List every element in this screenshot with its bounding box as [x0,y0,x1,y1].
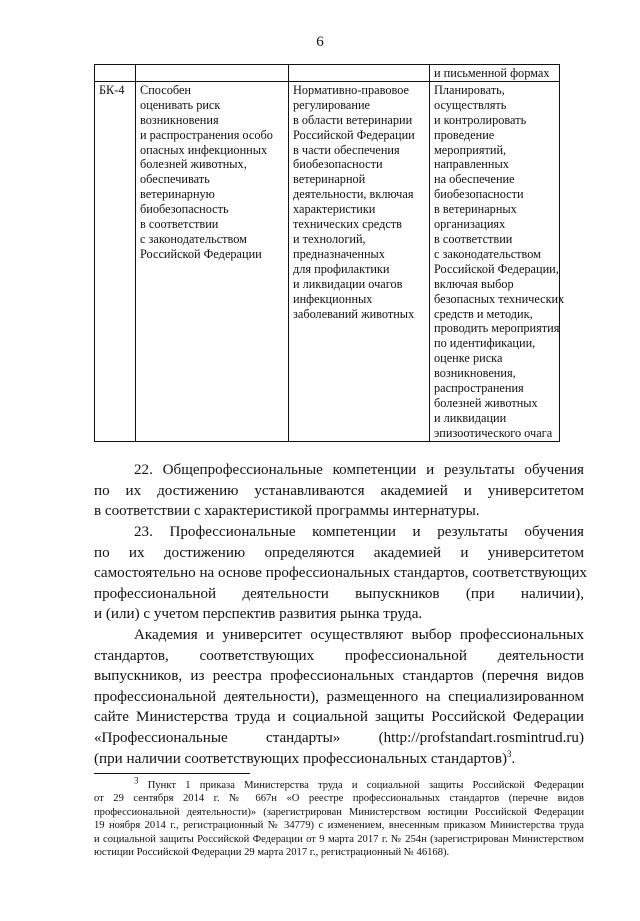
cell-line: Российской Федерации, [434,261,559,276]
cell-line: на обеспечение [434,172,515,187]
cell-line: оценке риска [434,351,503,366]
cell-line: с законодательством [434,246,541,261]
cell-line: ветеринарную [140,187,215,202]
competence-table [94,64,565,442]
table-cell-empty [95,65,136,82]
footnote-line: 19 ноября 2014 г., регистрационный № 34779) с изменением, внесенным приказом Министерства труда [94,820,584,832]
page-number: 6 [316,34,324,50]
cell-line: эпизоотического очага [434,425,553,440]
paragraph-line: «Профессиональные стандарты» (http://profstandart.rosmintrud.ru) [94,729,584,746]
cell-line: Планировать, [434,82,505,97]
footnote-reference[interactable]: 3 [507,748,512,759]
paragraph-22 [94,460,584,522]
paragraph-line: профессиональной деятельности), размещенного на специализированном [94,688,584,705]
paragraph-line: и (или) с учетом перспектив развития рынка труда. [94,606,423,623]
cell-line: направленных [434,157,509,172]
cell-line: болезней животных [434,395,538,410]
cell-line: инфекционных [293,291,373,306]
paragraph-line: профессиональной деятельности выпускников (при наличии), [94,585,584,602]
cell-line: распространения [434,381,524,396]
footnote-line: и социальной защиты Российской Федерации от 9 марта 2017 г. № 254н (зарегистрирован Министерством [94,833,584,845]
competence-description-cell [136,81,289,441]
cell-line: осуществлять [434,97,507,112]
paragraph-line: стандартов, соответствующих профессиональной деятельности [94,647,584,664]
cell-line: включая выбор [434,276,514,291]
paragraph-line: сайте Министерства труда и социальной защиты Российской Федерации [94,709,584,726]
footnote-line: от 29 сентября 2014 г. № 667н «О реестре профессиональных стандартов (перечне видов [94,793,584,805]
regulatory-basis-cell [289,81,430,441]
cell-line: возникновения [140,112,219,127]
cell-line: с законодательством [140,231,247,246]
cell-line: безопасных технических [434,291,565,306]
footnote-marker: 3 [134,775,139,786]
cell-line: и технологий, [293,231,366,246]
paragraph-line: самостоятельно на основе профессиональных стандартов, соответствующих [94,565,587,582]
footnote-divider [94,773,250,774]
cell-line: деятельности, включая [293,187,414,202]
cell-line: характеристики [293,202,376,217]
cell-line: оценивать риск [140,97,221,112]
table-cell-empty [136,65,289,82]
cell-line: технических средств [293,217,402,232]
cell-line: в соответствии [434,231,513,246]
competence-code-cell: БК-4 [95,81,136,441]
paragraph-line: по их достижению устанавливаются академией и университетом [94,482,584,499]
cell-line: для профилактики [293,261,390,276]
cell-line: возникновения, [434,366,516,381]
cell-line: в соответствии [140,217,219,232]
paragraph-23 [94,522,587,625]
cell-line: и ликвидации очагов [293,276,403,291]
footnote-line: профессиональной деятельности)» (зарегистрирован Министерством юстиции Российской Федерации [94,806,584,818]
cell-line: опасных инфекционных [140,142,268,157]
cell-line: Нормативно-правовое [293,82,409,97]
cell-line: Способен [140,82,191,97]
paragraph-text: (при наличии соответствующих профессиональных стандартов) [94,750,507,767]
cell-line: предназначенных [293,246,385,261]
cell-line: по идентификации, [434,336,536,351]
cell-line: в ветеринарных [434,202,517,217]
footnote-text: Пункт 1 приказа Министерства труда и социальной защиты Российской Федерации [147,780,584,791]
cell-line: и ликвидации [434,410,507,425]
paragraph-line: 22. Общепрофессиональные компетенции и результаты обучения [134,462,584,478]
cell-line: средств и методик, [434,306,533,321]
cell-line: проведение [434,127,495,142]
cell-line: и распространения особо [140,127,273,142]
cell-line: ветеринарной [293,172,366,187]
footnote [94,775,584,859]
table-row-bk4 [95,81,560,441]
table-cell-empty [289,65,430,82]
cell-line: биобезопасности [293,157,383,172]
table-cell-continuation: и письменной формах [430,65,560,82]
paragraph-line-last: (при наличии соответствующих профессиональных стандартов)$^3$. [94,748,516,767]
cell-line: заболеваний животных [293,306,415,321]
cell-line: биобезопасность [140,202,229,217]
cell-line: в части обеспечения [293,142,400,157]
cell-line: Российской Федерации [293,127,415,142]
cell-line: регулирование [293,97,370,112]
paragraph-line: по их достижению определяются академией и университетом [94,544,584,561]
indicators-cell [430,81,565,441]
cell-line: биобезопасности [434,187,524,202]
cell-line: проводить мероприятия [434,321,560,336]
cell-line: болезней животных, [140,157,247,172]
footnote-line: юстиции Российской Федерации 29 марта 2017 г., регистрационный № 46168). [94,847,450,859]
table-row-continuation [95,65,560,82]
cell-line: Российской Федерации [140,246,262,261]
cell-line: обеспечивать [140,172,210,187]
paragraph-line: 23. Профессиональные компетенции и результаты обучения [134,524,584,540]
footnote-line [94,775,584,792]
cell-line: организациях [434,217,506,232]
paragraph-academy [94,625,584,769]
cell-line: в области ветеринарии [293,112,413,127]
paragraph-line: в соответствии с характеристикой программы интернатуры. [94,503,480,520]
cell-line: мероприятий, [434,142,507,157]
cell-line: и контролировать [434,112,527,127]
paragraph-line: выпускников, из реестра профессиональных стандартов (перечня видов [94,668,584,685]
paragraph-line: Академия и университет осуществляют выбор профессиональных [134,627,584,643]
